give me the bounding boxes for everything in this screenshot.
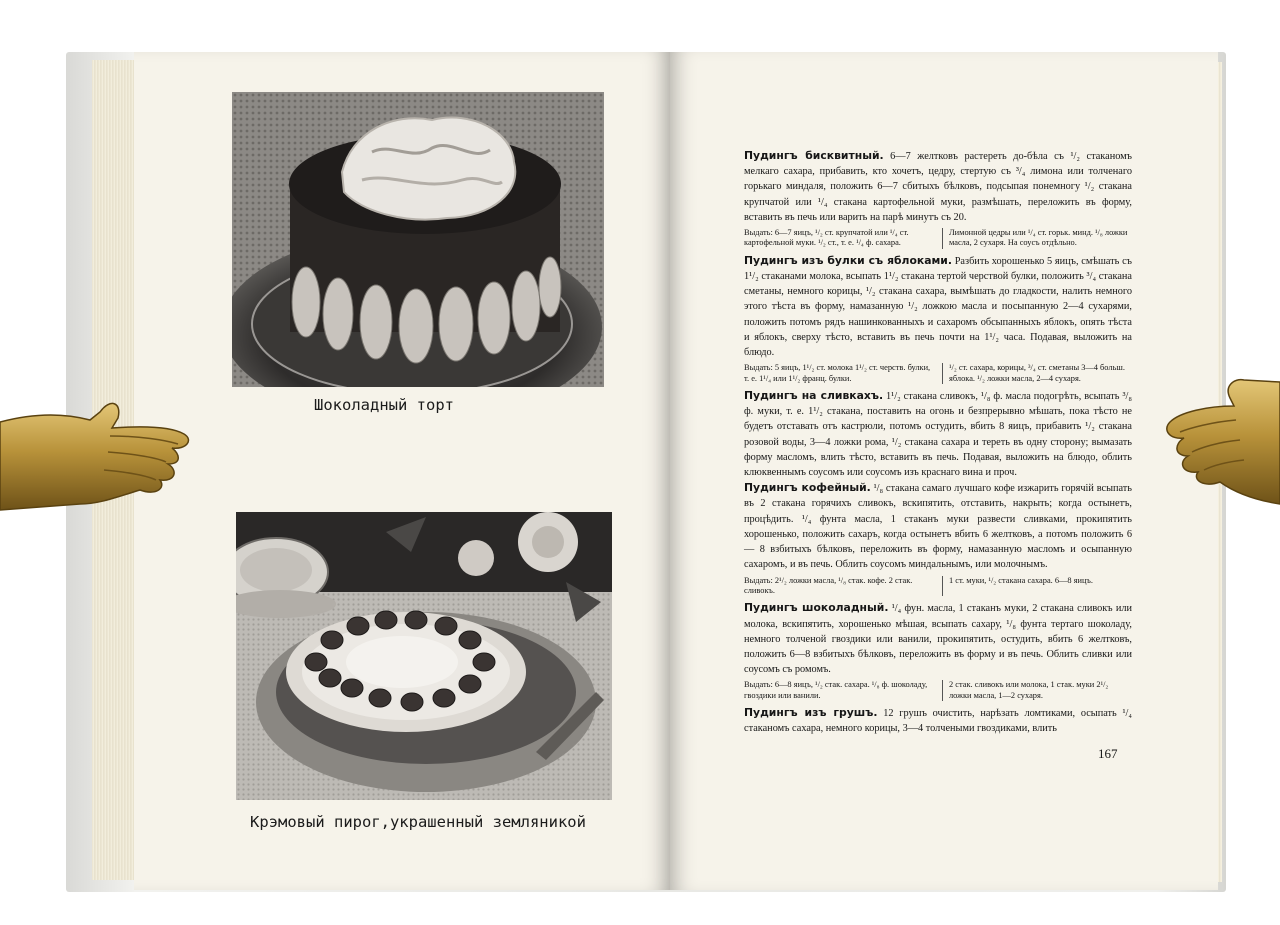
ingredients-right: ¹/₂ ст. сахара, корицы, ³/₄ ст. сметаны 3—4 больш. яблока. ¹/₂ ложки масла, 2—4 сухаря. <box>942 363 1132 384</box>
photo-chocolate-cake <box>232 92 604 387</box>
ingredients-right: 2 стак. сливокъ или молока, 1 стак. муки 2¹/₂ ложки масла, 1—2 сухаря. <box>942 680 1132 701</box>
recipe-title: Пудингъ изъ булки съ яблоками. <box>744 253 952 267</box>
ingredients-list <box>744 228 1132 249</box>
caption-chocolate-cake: Шоколадный торт <box>314 396 454 414</box>
recipe-body: 12 грушъ очистить, нарѣзать ломтиками, осыпать ¹/₄ стаканомъ сахара, немного корицы, 3—4 толчеными гвоздиками, влить <box>744 708 1133 735</box>
ingredients-list <box>744 363 1132 384</box>
ingredients-left: Выдать: 5 яицъ, 1¹/₂ ст. молока 1¹/₂ ст. черств. булки, т. е. 1¹/₄ или 1¹/₂ франц. булки. <box>744 363 931 383</box>
recipe-title: Пудингъ бисквитный. <box>744 149 884 162</box>
recipe-body: ¹/₄ фун. масла, 1 стаканъ муки, 2 стакана сливокъ или молока, вскипятить, хорошенько мѣшая, всыпать сахару, ¹/₈ фунта тертаго шоколаду, немного толченой гвоздики или ванили, прокипятить, остудить, вбить 6 желтковъ, положить 6—8 взбитыхъ бѣлковъ, переложить въ форму и въ печь. Облить сливки или соусомъ съ ромомъ. <box>744 603 1133 676</box>
ingredients-right: 1 ст. муки, ¹/₂ стакана сахара. 6—8 яицъ. <box>942 576 1132 597</box>
recipe-paragraph <box>744 253 1132 360</box>
ingredients-left: Выдать: 6—8 яицъ, ¹/₂ стак. сахара. ¹/₈ ф. шоколаду, гвоздики или ванили. <box>744 680 928 700</box>
photo-cream-pie <box>236 512 612 800</box>
recipe-body: 6—7 желтковъ растереть до-бѣла съ ¹/₂ стаканомъ мелкаго сахара, прибавить, кто хочетъ, цедру, стертую съ ³/₄ лимона или толченаго горькаго миндаля, положить 6—7 сбитыхъ бѣлковъ, подсыпая понемногу ¹/₂ стакана крупчатой или ¹/₄ стакана картофельной муки, размѣшать, переложить въ форму, вставить въ печь или варить на парѣ минутъ съ 20. <box>744 151 1132 223</box>
recipe-paragraph <box>744 388 1132 480</box>
ingredients-list <box>744 576 1132 597</box>
recipe-paragraph <box>744 480 1132 572</box>
recipe-text-column <box>744 148 1132 737</box>
ingredients-left: Выдать: 6—7 яицъ, ¹/₂ ст. крупчатой или ¹/₄ ст. картофельной муки. ¹/₂ ст., т. е. ¹/₄ ф. сахара. <box>744 228 909 248</box>
recipe-title: Пудингъ изъ грушъ. <box>744 706 878 720</box>
brass-hand-right-icon <box>1164 376 1280 512</box>
recipe-paragraph <box>744 148 1132 225</box>
brass-hand-left-icon <box>0 392 192 518</box>
page-number: 167 <box>1098 746 1118 761</box>
recipe-body: 1¹/₂ стакана сливокъ, ¹/₈ ф. масла подогрѣть, всыпать ³/₈ ф. муки, т. е. 1¹/₂ стакана, поставить на огонь и безпрерывно мѣшать, пока тѣсто не будетъ отставать отъ кастрюли, потомъ остудить, вбить 8 яицъ, прибавить ¹/₂ стакана розовой воды, 3—4 ложки рома, ¹/₂ стакана сахара и тереть въ одну сторону; вымазать форму масломъ, влить тѣсто, вставить въ печь. Подавая, выложить на блюдо, облить клюквеннымъ соусомъ или соусомъ изъ краснаго вина и проч. <box>744 391 1132 479</box>
recipe-title: Пудингъ на сливкахъ. <box>744 389 884 403</box>
ingredients-left: Выдать: 2¹/₂ ложки масла, ¹/₈ стак. кофе. 2 стак. сливокъ. <box>744 575 913 595</box>
recipe-title: Пудингъ шоколадный. <box>744 601 889 615</box>
recipe-body: Разбить хорошенько 5 яицъ, смѣшать съ 1¹/₂ стаканами молока, всыпать 1¹/₂ стакана тертой черствой булки, положить ³/₄ стакана сметаны, немного корицы, ¹/₂ стакана сахара, вымѣшать до гладкости, налить немного этого тѣста въ форму, намазанную ¹/₂ ложкою масла и посыпанную 2—4 сухарями, положить потомъ рядъ нашинкованныхъ и сахаромъ обсыпанныхъ яблокъ, опять тѣста и яблокъ, сверху тѣсто, вставить въ печь почти на 1¹/₂ часа. Подавая, выложить на блюдо. <box>744 255 1132 359</box>
recipe-paragraph <box>744 600 1132 677</box>
ingredients-right: Лимонной цедры или ¹/₄ ст. горьк. минд. ¹/₈ ложки масла, 2 сухаря. На соусъ отдѣльно. <box>942 228 1132 249</box>
caption-cream-pie: Крэмовый пирог,украшенный земляникой <box>250 813 586 831</box>
ingredients-list <box>744 680 1132 701</box>
recipe-title: Пудингъ кофейный. <box>744 481 871 495</box>
recipe-body: ¹/₈ стакана самаго лучшаго кофе изжарить горячій всыпать въ 2 стакана горячихъ сливокъ, вскипятить, отставить, накрыть; когда остынетъ, процѣдить. ¹/₄ фунта масла, 1 стаканъ муки развести сливками, прокипятить хорошенько, положить сахаръ, когда остынетъ вбить 6 желтковъ, а потомъ положить 6 — 8 взбитыхъ бѣлковъ, переложить въ форму, намазанную масломъ и осыпанную сахаромъ, и въ печь. Облить соусомъ миндальнымъ, или молочнымъ. <box>744 483 1132 571</box>
recipe-paragraph <box>744 705 1132 736</box>
